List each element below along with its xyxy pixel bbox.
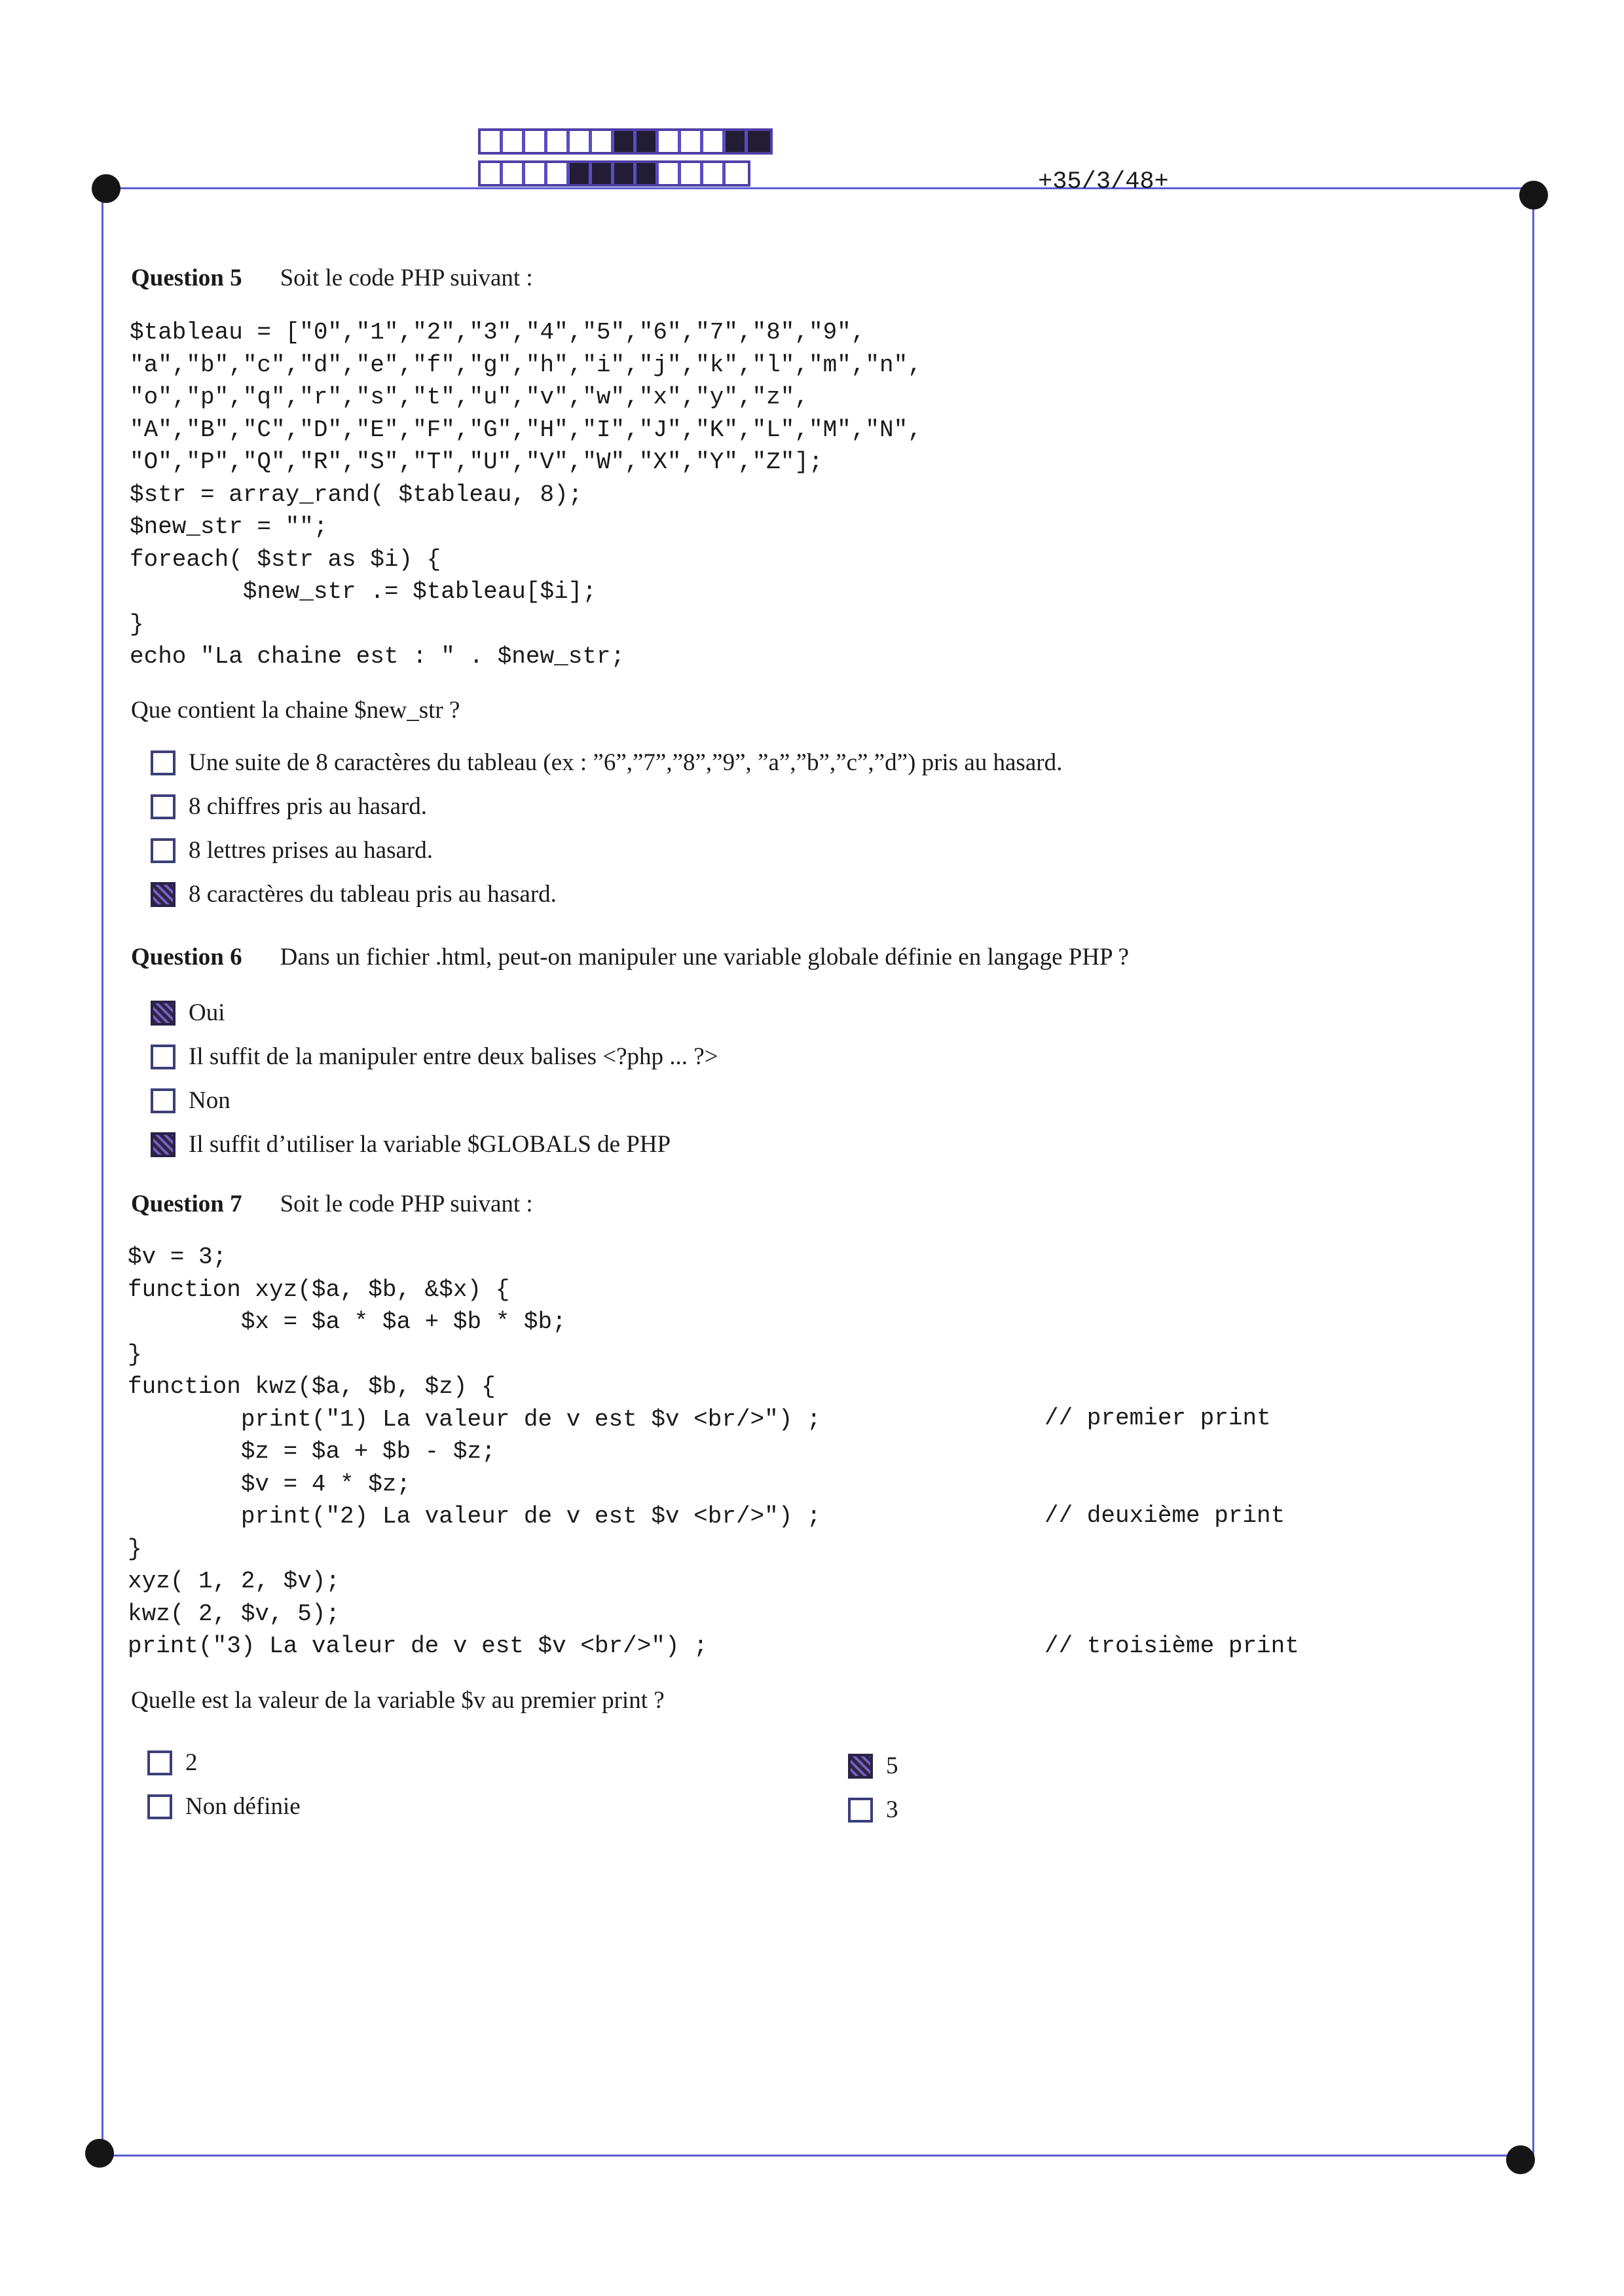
q7-choice-non-definie-label: Non définie xyxy=(185,1793,301,1820)
q7-choice-5[interactable] xyxy=(848,1752,898,1780)
barcode-cell xyxy=(681,163,703,184)
barcode-cell xyxy=(503,163,525,184)
corner-marker-top-right xyxy=(1519,181,1548,210)
barcode-cell xyxy=(481,131,503,152)
barcode-cell xyxy=(547,131,570,152)
q6-choice-2-label: Il suffit de la manipuler entre deux balises <?php ... ?> xyxy=(189,1043,718,1070)
question-5-code: $tableau = ["0","1","2","3","4","5","6","7","8","9", "a","b","c","d","e","f","g","h","i","j","k","l","m","n", "o","p","q","r","s","t","u","v","w","x","y","z", "A","B","C","D","E","F","G","H","I","J","K","L","M","N", "O","P","Q","R","S","T","U","V","W","X","Y","Z"]; $str = array_rand( $tableau, 8); $new_str = ""; foreach( $str as $i) { $new_str .= $tableau[$i]; } echo "La chaine est : " . $new_str; xyxy=(130,319,922,670)
barcode-cell xyxy=(481,163,503,184)
barcode-cell xyxy=(681,131,703,152)
question-5-header xyxy=(131,264,533,292)
q7-choice-non-definie[interactable] xyxy=(147,1792,301,1821)
barcode-cell xyxy=(659,131,681,152)
corner-marker-top-left xyxy=(92,174,120,203)
q5-choice-3[interactable] xyxy=(151,836,433,864)
barcode-cell xyxy=(592,163,614,184)
corner-marker-bottom-right xyxy=(1506,2145,1535,2174)
barcode-cell xyxy=(659,163,681,184)
barcode-cell xyxy=(525,163,547,184)
q7-choice-2-label: 2 xyxy=(185,1749,198,1776)
q6-choice-4-label: Il suffit d’utiliser la variable $GLOBALS de PHP xyxy=(189,1131,671,1158)
q7-choice-2[interactable] xyxy=(147,1749,198,1777)
barcode-cell xyxy=(703,131,726,152)
barcode-cell xyxy=(703,163,726,184)
barcode-cell xyxy=(592,131,614,152)
barcode-cell xyxy=(614,163,637,184)
q6-choice-3-label: Non xyxy=(189,1087,231,1114)
checkbox[interactable] xyxy=(147,1794,172,1819)
barcode-cell xyxy=(570,163,592,184)
q6-choice-1-label: Oui xyxy=(189,999,225,1026)
question-5-number: Question 5 xyxy=(131,265,242,291)
q5-choice-3-label: 8 lettres prises au hasard. xyxy=(189,837,433,864)
frame-top-line xyxy=(105,187,1532,189)
question-5-prompt: Que contient la chaine $new_str ? xyxy=(131,697,460,724)
barcode-cell xyxy=(503,131,525,152)
barcode-cell xyxy=(570,131,592,152)
q7-choice-3[interactable] xyxy=(848,1796,898,1824)
q6-choice-3[interactable] xyxy=(151,1086,231,1115)
frame-left-line xyxy=(101,190,103,2155)
id-barcode-top xyxy=(478,128,773,155)
checkbox[interactable] xyxy=(151,1045,175,1069)
question-6-intro: Dans un fichier .html, peut-on manipuler une variable globale définie en langage PHP ? xyxy=(280,944,1129,971)
code-comment-second-print: // deuxième print xyxy=(1044,1502,1285,1529)
barcode-cell xyxy=(637,131,659,152)
q6-choice-1[interactable] xyxy=(151,999,225,1027)
barcode-cell xyxy=(547,163,570,184)
q5-choice-2[interactable] xyxy=(151,792,427,821)
barcode-cell xyxy=(614,131,637,152)
q5-choice-1-label: Une suite de 8 caractères du tableau (ex : ”6”,”7”,”8”,”9”, ”a”,”b”,”c”,”d”) pris au hasard. xyxy=(189,749,1063,776)
q5-choice-4[interactable] xyxy=(151,880,557,908)
code-comment-third-print: // troisième print xyxy=(1044,1633,1299,1659)
q5-choice-2-label: 8 chiffres pris au hasard. xyxy=(189,793,428,820)
question-7-intro: Soit le code PHP suivant : xyxy=(280,1191,533,1217)
code-comment-first-print: // premier print xyxy=(1044,1405,1271,1432)
barcode-cell xyxy=(748,131,770,152)
question-6-header xyxy=(131,943,1129,971)
barcode-cell xyxy=(525,131,547,152)
question-5-intro: Soit le code PHP suivant : xyxy=(280,265,533,291)
q5-choice-1[interactable] xyxy=(151,749,1062,777)
q7-choice-5-label: 5 xyxy=(886,1752,898,1779)
frame-right-line xyxy=(1532,194,1534,2158)
checkbox-checked[interactable] xyxy=(151,1132,175,1157)
q6-choice-2[interactable] xyxy=(151,1043,718,1071)
barcode-cell xyxy=(726,131,748,152)
question-7-prompt: Quelle est la valeur de la variable $v au premier print ? xyxy=(131,1687,665,1714)
barcode-cell xyxy=(637,163,659,184)
question-7-number: Question 7 xyxy=(131,1191,242,1217)
checkbox-checked[interactable] xyxy=(151,882,175,907)
question-6-number: Question 6 xyxy=(131,944,242,971)
q7-choice-3-label: 3 xyxy=(886,1796,898,1823)
question-7-code: $v = 3; function xyz($a, $b, &$x) { $x = $a * $a + $b * $b; } function kwz($a, $b, $z) { print("1) La valeur de v est $v <br/>") ; $z = $a + $b - $z; $v = 4 * $z; print("2) La valeur de v est $v <br/>") ; } xyz( 1, 2, $v); kwz( 2, $v, 5); print("3) La valeur de v est $v <br/>") ; xyxy=(128,1244,821,1659)
checkbox[interactable] xyxy=(151,750,175,775)
checkbox-checked[interactable] xyxy=(151,1001,175,1026)
question-7-header xyxy=(131,1190,533,1218)
id-barcode-bottom xyxy=(478,160,750,187)
barcode-cell xyxy=(726,163,748,184)
checkbox-checked[interactable] xyxy=(848,1754,873,1779)
checkbox[interactable] xyxy=(147,1750,172,1775)
q5-choice-4-label: 8 caractères du tableau pris au hasard. xyxy=(189,881,557,908)
corner-marker-bottom-left xyxy=(85,2139,114,2168)
checkbox[interactable] xyxy=(151,838,175,863)
frame-bottom-line xyxy=(98,2155,1526,2157)
page-code: +35/3/48+ xyxy=(1038,168,1169,196)
checkbox[interactable] xyxy=(151,1088,175,1113)
q6-choice-4[interactable] xyxy=(151,1130,671,1158)
checkbox[interactable] xyxy=(151,794,175,819)
checkbox[interactable] xyxy=(848,1798,873,1823)
